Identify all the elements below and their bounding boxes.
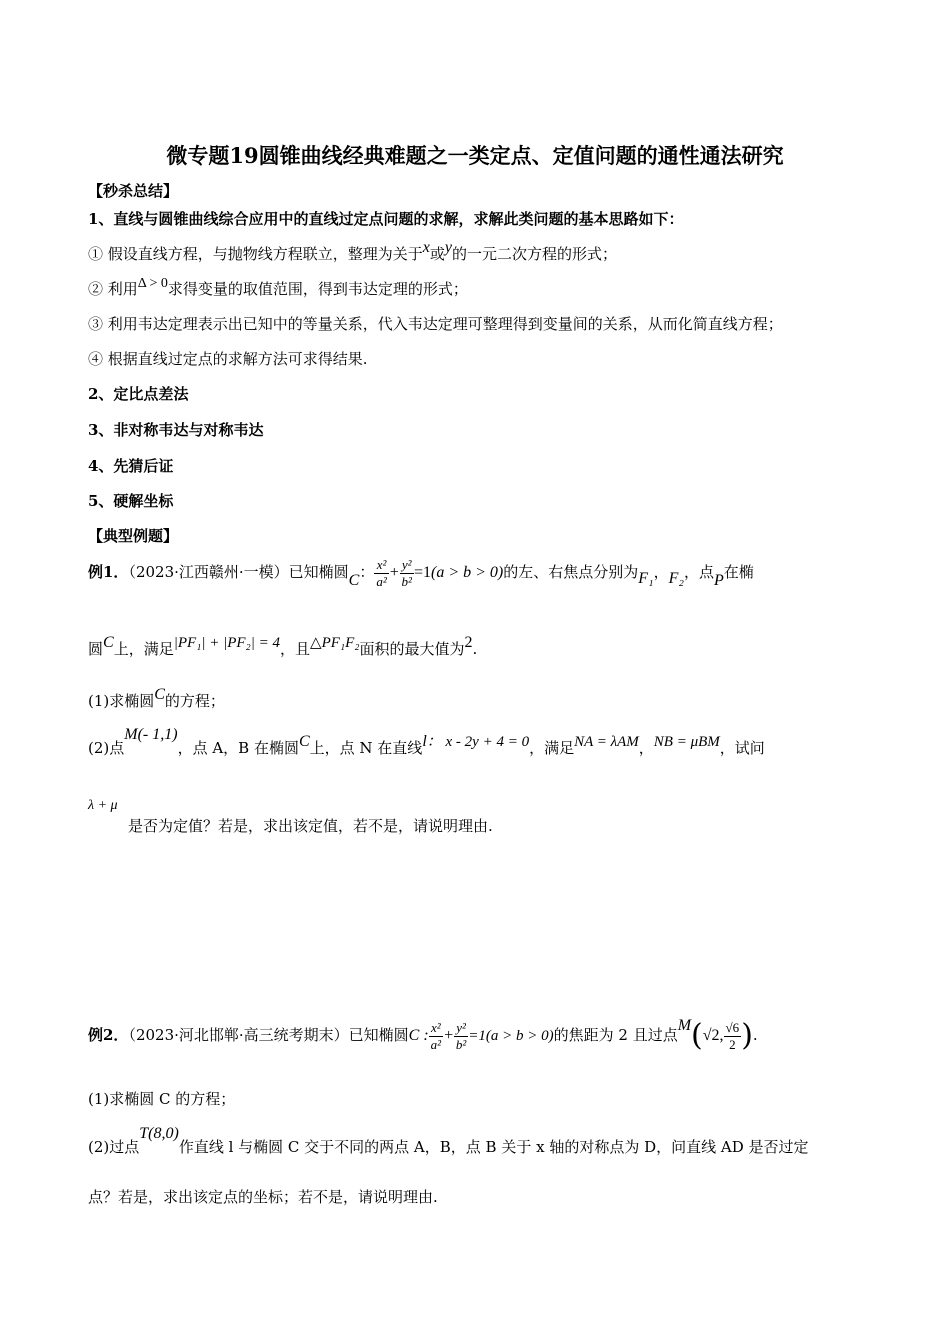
- triangle-pf1f2: △PF₁F₂: [310, 635, 360, 651]
- focal-sum-condition: |PF₁| + |PF₂| = 4: [173, 635, 281, 651]
- example-1-question-2-end: 是否为定值？若是，求出该定值，若不是，请说明理由.: [128, 817, 493, 835]
- examples-heading: 【典型例题】: [88, 527, 179, 545]
- fraction-x2-a2: $\frac{\text{x²}}{\text{a²}}$: [376, 556, 387, 589]
- line-l-equation: ： x - 2y + 4 = 0: [426, 734, 530, 750]
- step-3: ③ 利用韦达定理表示出已知中的等量关系，代入韦达定理可整理得到变量间的关系，从而化简直线方程；: [88, 315, 783, 333]
- delta-condition: Δ > 0: [137, 276, 168, 291]
- example-1-lambda-mu: λ + μ: [88, 798, 118, 813]
- example-2-question-2: (2)过点T(8,0)作直线 l 与椭圆 C 交于不同的两点 A，B，点 B 关于 x 轴的对称点为 D，问直线 AD 是否过定: [88, 1125, 809, 1156]
- example-1-line-2: 圆C上，满足|PF₁| + |PF₂| = 4，且△PF₁F₂面积的最大值为2.: [88, 634, 478, 658]
- step-1: ① 假设直线方程，与抛物线方程联立，整理为关于x或y的一元二次方程的形式；: [88, 239, 618, 263]
- var-x: x: [422, 239, 430, 256]
- example-1-line-1: 例1．（2023·江西赣州·一模）已知椭圆C： $\frac{\text{x²}}{\text{a²}}$ + $\frac{\text{y²}}{\text{b²}}$ =1(a > b > 0)的左、右焦点分别为F₁，F₂，点P在椭: [88, 556, 754, 589]
- example-1-question-2: (2)点M(- 1,1)，点 A，B 在椭圆C上，点 N 在直线l： x - 2y + 4 = 0，满足NA = λAM，NB = μBM，试问: [88, 726, 765, 757]
- fraction-sqrt6-2: $\frac{√6}{2}$: [725, 1019, 740, 1052]
- point-2: 2、定比点差法: [88, 385, 189, 403]
- point-m: M(- 1,1): [124, 726, 178, 743]
- fraction-y2-b2: $\frac{\text{y²}}{\text{b²}}$: [401, 556, 412, 589]
- page-title: 微专题19圆锥曲线经典难题之一类定点、定值问题的通性通法研究: [166, 143, 784, 168]
- fraction-y2-b2-2: $\frac{\text{y²}}{\text{b²}}$: [455, 1019, 467, 1052]
- point-1: 1、直线与圆锥曲线综合应用中的直线过定点问题的求解，求解此类问题的基本思路如下：: [88, 210, 684, 228]
- point-t: T(8,0): [139, 1125, 179, 1142]
- example-2-label: 例2．: [88, 1026, 129, 1044]
- var-y: y: [444, 239, 453, 256]
- step-4: ④ 根据直线过定点的求解方法可求得结果.: [88, 350, 368, 368]
- ellipse-condition: (a > b > 0): [430, 564, 504, 581]
- example-1-label: 例1．: [88, 563, 129, 581]
- example-2-line-1: 例2．（2023·河北邯郸·高三统考期末）已知椭圆C : $\frac{\text{x²}}{\text{a²}}$ + $\frac{\text{y²}}{\text{b²}}$ =1(a > b > 0)的焦距为 2 且过点M(√2, $\frac{√6}{2}$ ).: [88, 1017, 758, 1053]
- point-4: 4、先猜后证: [88, 457, 174, 475]
- example-2-question-2-end: 点？若是，求出该定点的坐标；若不是，请说明理由.: [88, 1188, 438, 1206]
- example-1-question-1: (1)求椭圆C的方程；: [88, 686, 225, 710]
- summary-heading: 【秒杀总结】: [88, 182, 179, 200]
- point-3: 3、非对称韦达与对称韦达: [88, 421, 264, 439]
- fraction-x2-a2-2: $\frac{\text{x²}}{\text{a²}}$: [430, 1019, 442, 1052]
- step-2: ② 利用Δ > 0求得变量的取值范围，得到韦达定理的形式；: [88, 276, 468, 298]
- point-5: 5、硬解坐标: [88, 492, 174, 510]
- example-2-question-1: (1)求椭圆 C 的方程；: [88, 1090, 236, 1108]
